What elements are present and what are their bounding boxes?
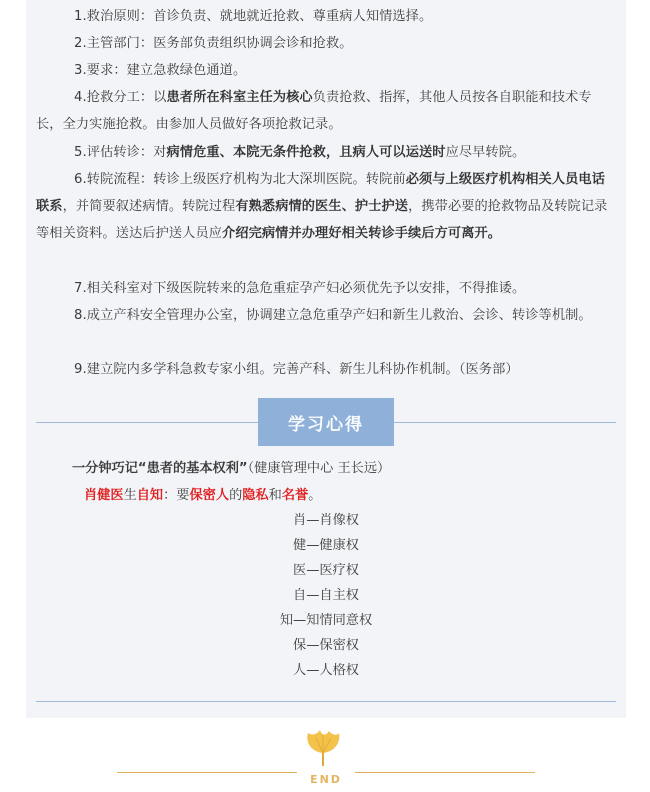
right-item: 人—人格权 xyxy=(293,663,359,678)
ginkgo-leaf-icon xyxy=(302,726,344,772)
text-segment: 生 xyxy=(123,488,137,503)
right-item: 医—医疗权 xyxy=(293,563,359,578)
bold-text: 有熟悉病情的医生、护士护送 xyxy=(235,199,409,214)
right-item: 自—自主权 xyxy=(293,588,359,603)
rule-paragraph xyxy=(36,139,618,166)
text-segment: 3.要求：建立急救绿色通道。 xyxy=(74,63,247,78)
text-segment: 。 xyxy=(308,488,322,503)
rule-paragraph xyxy=(36,57,618,84)
rule-paragraph xyxy=(36,166,618,247)
rule-paragraph xyxy=(36,30,618,57)
text-segment: ：要 xyxy=(163,488,190,503)
right-item: 肖—肖像权 xyxy=(293,513,359,528)
text-segment: 1.救治原则：首诊负责、就地就近抢救、尊重病人知情选择。 xyxy=(74,9,433,24)
mnemonic-line xyxy=(84,485,321,507)
right-item: 保—保密权 xyxy=(293,638,359,653)
bold-text: 病情危重、本院无条件抢救，且病人可以运送时 xyxy=(166,145,446,160)
text-segment: 负责抢救、指挥，其他人员按各自职能和技术专长，全力实施抢救。由参加人员做好各项抢救记录。 xyxy=(36,90,592,132)
rule-paragraph xyxy=(36,302,618,329)
text-segment: 和 xyxy=(268,488,282,503)
footer-line-right xyxy=(355,772,535,773)
text-segment: ，携带必要的抢救物品及转院记录等相关资料。送达后护送人员应 xyxy=(36,199,608,241)
text-segment: 9.建立院内多学科急救专家小组。完善产科、新生儿科协作机制。（医务部） xyxy=(74,362,519,377)
footer-line-left xyxy=(117,772,297,773)
highlight-text: 隐私 xyxy=(242,488,269,503)
highlight-text: 肖健医 xyxy=(84,488,124,503)
text-segment: 8.成立产科安全管理办公室，协调建立急危重孕产妇和新生儿救治、会诊、转诊等机制。 xyxy=(74,308,592,323)
right-item: 健—健康权 xyxy=(293,538,359,553)
text-segment: 的 xyxy=(229,488,243,503)
highlight-text: 保密人 xyxy=(189,488,230,503)
end-label: END xyxy=(310,773,342,786)
bottom-divider-line xyxy=(36,701,616,702)
section-title: 学习心得 xyxy=(258,398,394,446)
text-segment: ，并简要叙述病情。转院过程 xyxy=(62,199,236,214)
highlight-text: 名誉 xyxy=(281,488,309,503)
rule-paragraph xyxy=(36,356,618,383)
right-item: 知—知情同意权 xyxy=(279,613,373,628)
highlight-text: 自知 xyxy=(136,488,164,503)
text-segment: 5.评估转诊：对 xyxy=(74,145,167,160)
tip-title-main: 一分钟巧记“患者的基本权利” xyxy=(72,461,248,476)
bold-text: 患者所在科室主任为核心 xyxy=(166,90,313,105)
text-segment: 2.主管部门：医务部负责组织协调会诊和抢救。 xyxy=(74,36,353,51)
tip-title xyxy=(72,458,390,480)
text-segment: 7.相关科室对下级医院转来的急危重症孕产妇必须优先予以安排，不得推诿。 xyxy=(74,281,526,296)
rule-paragraph xyxy=(36,275,618,302)
text-segment: 6.转院流程：转诊上级医疗机构为北大深圳医院。转院前 xyxy=(74,172,406,187)
rule-paragraph xyxy=(36,3,618,30)
text-segment: 应尽早转院。 xyxy=(445,145,526,160)
bold-text: 介绍完病情并办理好相关转诊手续后方可离开。 xyxy=(222,226,502,241)
text-segment: 4.抢救分工：以 xyxy=(74,90,167,105)
tip-title-author: （健康管理中心 王长远） xyxy=(247,461,391,476)
rule-paragraph xyxy=(36,84,618,138)
bold-text: 必须与上级医疗机构相关人员电话联系 xyxy=(36,172,605,214)
